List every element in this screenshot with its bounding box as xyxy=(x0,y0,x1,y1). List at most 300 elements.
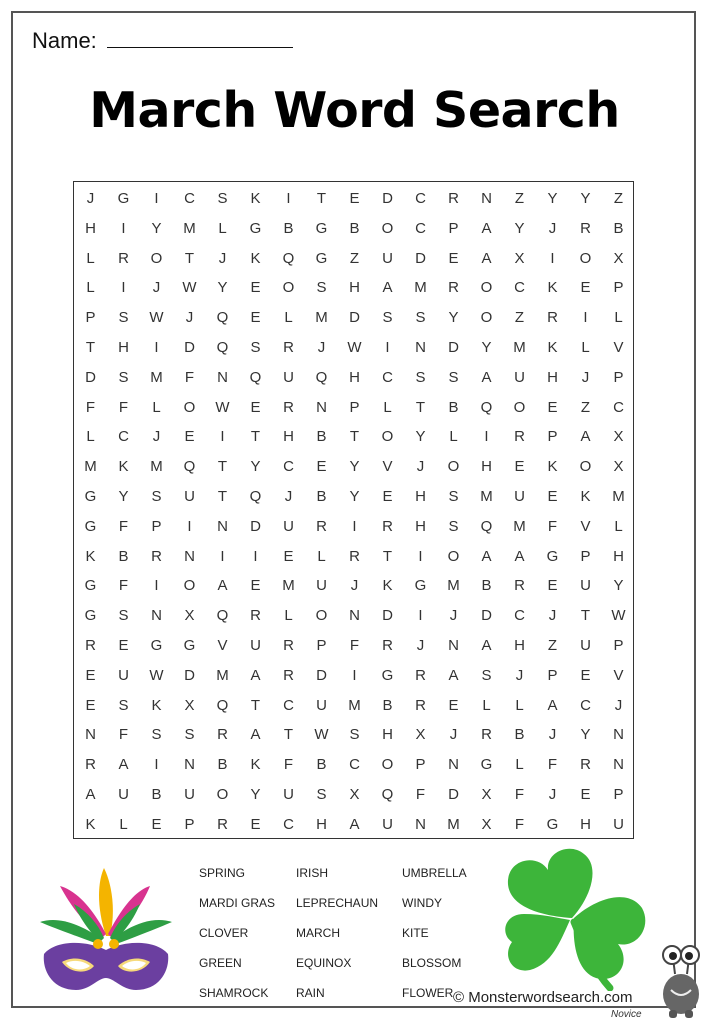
grid-cell: O xyxy=(381,219,394,237)
name-label: Name: xyxy=(32,28,97,53)
grid-cell: P xyxy=(547,666,558,684)
grid-cell: Y xyxy=(349,488,360,505)
grid-cell: M xyxy=(150,458,163,476)
grid-cell: Z xyxy=(514,309,525,327)
grid-cell: J xyxy=(449,607,458,625)
grid-cell: H xyxy=(283,428,294,446)
grid-cell: D xyxy=(184,666,195,684)
grid-cell: F xyxy=(514,815,525,833)
grid-cell: I xyxy=(154,339,159,356)
grid-cell: S xyxy=(118,309,129,327)
grid-cell: C xyxy=(283,458,294,476)
grid-cell: N xyxy=(85,726,96,744)
grid-cell: W xyxy=(149,309,164,327)
grid-cell: E xyxy=(382,488,393,505)
grid-cell: C xyxy=(118,428,129,446)
grid-cell: T xyxy=(316,190,327,207)
grid-cell: V xyxy=(613,339,624,356)
grid-cell: H xyxy=(547,368,558,386)
grid-cell: O xyxy=(183,577,196,595)
grid-cell: F xyxy=(118,517,129,535)
grid-cell: L xyxy=(284,309,293,327)
grid-cell: M xyxy=(348,696,361,714)
grid-cell: E xyxy=(349,190,360,207)
grid-cell: A xyxy=(448,666,459,684)
grid-cell: H xyxy=(514,637,525,654)
grid-cell: L xyxy=(515,756,524,774)
grid-cell: F xyxy=(184,368,195,386)
grid-cell: X xyxy=(349,786,360,803)
grid-cell: P xyxy=(151,517,162,535)
grid-cell: K xyxy=(382,577,393,595)
word-list-item: RAIN xyxy=(296,986,325,1000)
grid-cell: G xyxy=(546,815,559,833)
grid-cell: Q xyxy=(282,249,295,267)
grid-cell: T xyxy=(349,428,360,446)
grid-cell: K xyxy=(250,249,261,267)
grid-cell: T xyxy=(250,428,261,446)
grid-cell: E xyxy=(514,458,525,476)
grid-cell: J xyxy=(416,637,425,654)
grid-cell: U xyxy=(184,488,195,505)
grid-cell: H xyxy=(481,458,492,476)
grid-cell: Q xyxy=(249,488,262,505)
grid-cell: R xyxy=(580,756,591,774)
monster-mascot-icon xyxy=(659,944,703,1020)
grid-cell: K xyxy=(118,458,129,476)
grid-cell: O xyxy=(381,428,394,446)
grid-cell: O xyxy=(480,309,493,327)
grid-cell: C xyxy=(382,368,393,386)
grid-cell: E xyxy=(448,696,459,714)
grid-cell: K xyxy=(85,815,96,833)
grid-cell: F xyxy=(283,756,294,774)
grid-cell: F xyxy=(547,756,558,774)
word-list-item: FLOWER xyxy=(402,986,454,1000)
grid-cell: I xyxy=(583,309,588,327)
grid-cell: F xyxy=(547,517,558,535)
grid-cell: V xyxy=(217,637,228,654)
grid-cell: G xyxy=(381,666,394,684)
grid-cell: Y xyxy=(217,279,228,297)
grid-cell: Q xyxy=(216,309,229,327)
grid-cell: C xyxy=(613,398,624,416)
grid-cell: L xyxy=(581,339,590,356)
grid-cell: Q xyxy=(183,458,196,476)
word-list-item: GREEN xyxy=(199,956,242,970)
grid-cell: I xyxy=(352,517,357,535)
grid-cell: B xyxy=(283,219,294,237)
grid-cell: R xyxy=(283,339,294,356)
grid-cell: H xyxy=(349,368,360,386)
grid-cell: X xyxy=(481,786,492,803)
grid-cell: E xyxy=(250,577,261,595)
word-list-item: MARCH xyxy=(296,926,340,940)
word-list-item: BLOSSOM xyxy=(402,956,462,970)
grid-cell: Y xyxy=(580,190,591,207)
grid-cell: S xyxy=(151,488,162,505)
grid-cell: U xyxy=(382,249,393,267)
grid-cell: Y xyxy=(613,577,624,595)
grid-cell: C xyxy=(349,756,360,774)
grid-cell: Y xyxy=(415,428,426,446)
grid-cell: C xyxy=(415,190,426,207)
grid-cell: R xyxy=(349,547,360,565)
grid-cell: G xyxy=(84,517,97,535)
grid-cell: O xyxy=(381,756,394,774)
grid-cell: P xyxy=(184,815,195,833)
grid-cell: D xyxy=(481,607,492,625)
grid-cell: K xyxy=(547,279,558,297)
grid-cell: B xyxy=(118,547,129,565)
grid-cell: J xyxy=(185,309,194,327)
grid-cell: V xyxy=(382,458,393,476)
grid-cell: K xyxy=(580,488,591,505)
grid-cell: A xyxy=(481,249,492,267)
grid-cell: P xyxy=(349,398,360,416)
credit-text: © Monsterwordsearch.com xyxy=(453,989,633,1006)
grid-cell: P xyxy=(316,637,327,654)
grid-cell: Y xyxy=(580,726,591,744)
grid-cell: L xyxy=(614,517,623,535)
grid-cell: G xyxy=(150,637,163,654)
grid-cell: E xyxy=(316,458,327,476)
grid-cell: F xyxy=(349,637,360,654)
grid-cell: A xyxy=(217,577,228,595)
grid-cell: F xyxy=(118,398,129,416)
grid-cell: R xyxy=(85,756,96,774)
grid-cell: S xyxy=(316,786,327,803)
grid-cell: L xyxy=(614,309,623,327)
grid-cell: I xyxy=(121,279,126,297)
grid-cell: G xyxy=(414,577,427,595)
grid-cell: J xyxy=(548,607,557,625)
grid-cell: S xyxy=(250,339,261,356)
grid-cell: F xyxy=(118,726,129,744)
grid-cell: S xyxy=(415,309,426,327)
word-list-item: MARDI GRAS xyxy=(199,896,276,910)
grid-cell: T xyxy=(184,249,195,267)
grid-cell: J xyxy=(416,458,425,476)
grid-cell: V xyxy=(613,666,624,684)
grid-cell: S xyxy=(151,726,162,744)
grid-cell: F xyxy=(85,398,96,416)
grid-cell: T xyxy=(217,488,228,505)
grid-cell: E xyxy=(85,666,96,684)
grid-cell: Y xyxy=(118,488,129,505)
grid-cell: B xyxy=(481,577,492,595)
grid-cell: Q xyxy=(249,368,262,386)
word-list-item: UMBRELLA xyxy=(402,866,467,880)
grid-cell: G xyxy=(84,488,97,505)
grid-cell: D xyxy=(382,607,393,625)
grid-cell: L xyxy=(218,219,227,237)
grid-cell: W xyxy=(347,339,362,356)
grid-cell: X xyxy=(613,249,624,267)
grid-cell: D xyxy=(349,309,360,327)
grid-cell: R xyxy=(250,607,261,625)
grid-cell: N xyxy=(481,190,492,207)
grid-cell: J xyxy=(152,279,161,297)
grid-cell: E xyxy=(547,577,558,595)
grid-cell: Z xyxy=(349,249,360,267)
grid-cell: S xyxy=(448,368,459,386)
grid-cell: J xyxy=(548,786,557,803)
grid-cell: J xyxy=(548,219,557,237)
word-list-item: SHAMROCK xyxy=(199,986,269,1000)
grid-cell: O xyxy=(183,398,196,416)
grid-cell: M xyxy=(447,577,460,595)
grid-cell: G xyxy=(315,219,328,237)
grid-cell: W xyxy=(149,666,164,684)
grid-cell: R xyxy=(217,815,228,833)
grid-cell: R xyxy=(151,547,162,565)
grid-cell: Q xyxy=(480,398,493,416)
grid-cell: C xyxy=(184,190,195,207)
grid-cell: L xyxy=(86,249,95,267)
grid-cell: D xyxy=(316,666,327,684)
grid-cell: R xyxy=(118,249,129,267)
grid-cell: E xyxy=(448,249,459,267)
grid-cell: D xyxy=(184,339,195,356)
grid-cell: N xyxy=(613,756,624,774)
grid-cell: Q xyxy=(216,607,229,625)
grid-cell: I xyxy=(352,666,357,684)
grid-cell: R xyxy=(448,190,459,207)
grid-cell: B xyxy=(316,756,327,774)
grid-cell: A xyxy=(514,547,525,565)
grid-cell: R xyxy=(382,517,393,535)
grid-cell: D xyxy=(382,190,393,207)
grid-cell: N xyxy=(217,517,228,535)
grid-cell: B xyxy=(382,696,393,714)
grid-cell: E xyxy=(250,815,261,833)
grid-cell: F xyxy=(118,577,129,595)
grid-cell: V xyxy=(580,517,591,535)
grid-cell: P xyxy=(613,279,624,297)
grid-cell: S xyxy=(382,309,393,327)
grid-cell: S xyxy=(316,279,327,297)
grid-cell: P xyxy=(448,219,459,237)
grid-cell: R xyxy=(283,666,294,684)
grid-cell: L xyxy=(317,547,326,565)
grid-cell: A xyxy=(85,786,96,803)
grid-cell: P xyxy=(85,309,96,327)
grid-cell: Y xyxy=(448,309,459,327)
grid-cell: U xyxy=(118,786,129,803)
grid-cell: M xyxy=(612,488,625,505)
grid-cell: R xyxy=(415,666,426,684)
grid-cell: S xyxy=(184,726,195,744)
grid-cell: M xyxy=(216,666,229,684)
grid-cell: L xyxy=(449,428,458,446)
grid-cell: W xyxy=(182,279,197,297)
grid-cell: L xyxy=(86,428,95,446)
grid-cell: U xyxy=(283,786,294,803)
grid-cell: I xyxy=(484,428,489,446)
grid-cell: K xyxy=(85,547,96,565)
grid-cell: Y xyxy=(151,219,162,237)
grid-cell: Z xyxy=(580,398,591,416)
grid-cell: I xyxy=(154,190,159,207)
grid-cell: B xyxy=(151,786,162,803)
word-list-item: SPRING xyxy=(199,866,246,880)
word-list-item: WINDY xyxy=(402,896,442,910)
grid-cell: P xyxy=(580,547,591,565)
grid-cell: R xyxy=(283,637,294,654)
grid-cell: B xyxy=(613,219,624,237)
grid-cell: G xyxy=(84,577,97,595)
grid-cell: X xyxy=(184,607,195,625)
grid-cell: E xyxy=(580,786,591,803)
grid-cell: M xyxy=(414,279,427,297)
grid-cell: P xyxy=(613,786,624,803)
grid-cell: R xyxy=(580,219,591,237)
grid-cell: O xyxy=(480,279,493,297)
grid-cell: L xyxy=(482,696,491,714)
name-field xyxy=(32,28,293,54)
name-underline[interactable] xyxy=(107,29,293,48)
grid-cell: R xyxy=(415,696,426,714)
word-list-item: LEPRECHAUN xyxy=(296,896,379,910)
grid-cell: G xyxy=(546,547,559,565)
grid-cell: N xyxy=(415,815,426,833)
grid-cell: G xyxy=(117,190,130,207)
grid-cell: N xyxy=(184,756,195,774)
grid-cell: N xyxy=(316,398,327,416)
grid-cell: R xyxy=(283,398,294,416)
grid-cell: U xyxy=(118,666,129,684)
grid-cell: U xyxy=(514,368,525,386)
grid-cell: B xyxy=(349,219,360,237)
grid-cell: S xyxy=(118,696,129,714)
grid-cell: S xyxy=(448,488,459,505)
grid-cell: W xyxy=(215,398,230,416)
grid-cell: K xyxy=(547,339,558,356)
grid-cell: A xyxy=(481,368,492,386)
grid-cell: N xyxy=(415,339,426,356)
grid-cell: J xyxy=(449,726,458,744)
grid-cell: A xyxy=(481,547,492,565)
grid-cell: I xyxy=(220,547,225,565)
grid-cell: L xyxy=(86,279,95,297)
grid-cell: M xyxy=(480,488,493,505)
grid-cell: R xyxy=(316,517,327,535)
grid-cell: D xyxy=(85,368,96,386)
grid-cell: H xyxy=(580,815,591,833)
grid-cell: E xyxy=(547,398,558,416)
grid-cell: D xyxy=(448,786,459,803)
grid-cell: E xyxy=(580,279,591,297)
grid-cell: S xyxy=(118,368,129,386)
grid-cell: T xyxy=(250,696,261,714)
grid-cell: C xyxy=(580,696,591,714)
grid-cell: T xyxy=(415,398,426,416)
grid-cell: I xyxy=(121,219,126,237)
grid-cell: G xyxy=(249,219,262,237)
grid-cell: L xyxy=(515,696,524,714)
grid-cell: K xyxy=(151,696,162,714)
grid-cell: J xyxy=(218,249,227,267)
grid-cell: A xyxy=(481,637,492,654)
grid-cell: M xyxy=(513,339,526,356)
grid-cell: C xyxy=(283,815,294,833)
grid-cell: E xyxy=(250,309,261,327)
grid-cell: S xyxy=(217,190,228,207)
grid-cell: Z xyxy=(547,637,558,654)
grid-cell: X xyxy=(613,428,624,446)
grid-cell: A xyxy=(250,666,261,684)
grid-cell: J xyxy=(515,666,524,684)
grid-cell: N xyxy=(448,637,459,654)
grid-cell: N xyxy=(184,547,195,565)
grid-cell: I xyxy=(154,756,159,774)
grid-cell: S xyxy=(118,607,129,625)
grid-cell: H xyxy=(118,339,129,356)
grid-cell: W xyxy=(611,607,626,625)
word-list-item: CLOVER xyxy=(199,926,249,940)
grid-cell: M xyxy=(183,219,196,237)
grid-cell: J xyxy=(317,339,326,356)
grid-cell: B xyxy=(514,726,525,744)
grid-cell: J xyxy=(548,726,557,744)
grid-cell: E xyxy=(85,696,96,714)
grid-cell: M xyxy=(447,815,460,833)
grid-cell: H xyxy=(613,547,624,565)
grid-cell: L xyxy=(284,607,293,625)
grid-cell: U xyxy=(382,815,393,833)
grid-cell: C xyxy=(514,279,525,297)
grid-cell: J xyxy=(86,190,95,207)
grid-cell: R xyxy=(547,309,558,327)
grid-cell: I xyxy=(253,547,258,565)
grid-cell: R xyxy=(514,577,525,595)
grid-cell: U xyxy=(580,637,591,654)
grid-cell: I xyxy=(220,428,225,446)
grid-cell: Y xyxy=(250,786,261,803)
grid-cell: Q xyxy=(216,696,229,714)
grid-cell: O xyxy=(447,458,460,476)
grid-cell: X xyxy=(184,696,195,714)
grid-cell: K xyxy=(547,458,558,476)
grid-cell: T xyxy=(217,458,228,476)
grid-cell: R xyxy=(481,726,492,744)
grid-cell: N xyxy=(349,607,360,625)
grid-cell: L xyxy=(152,398,161,416)
grid-cell: S xyxy=(481,666,492,684)
grid-cell: I xyxy=(187,517,192,535)
grid-cell: U xyxy=(613,815,624,833)
grid-cell: R xyxy=(514,428,525,446)
grid-cell: Y xyxy=(250,458,261,476)
grid-cell: D xyxy=(250,517,261,535)
grid-cell: S xyxy=(349,726,360,744)
shamrock-icon xyxy=(500,846,650,991)
grid-cell: I xyxy=(286,190,291,207)
grid-cell: N xyxy=(217,368,228,386)
grid-cell: Z xyxy=(613,190,624,207)
grid-cell: X xyxy=(613,458,624,476)
word-list-item: IRISH xyxy=(296,866,329,880)
grid-cell: P xyxy=(613,368,624,386)
grid-cell: H xyxy=(415,488,426,505)
grid-cell: D xyxy=(415,249,426,267)
grid-cell: Q xyxy=(480,517,493,535)
grid-cell: A xyxy=(481,219,492,237)
grid-cell: U xyxy=(514,488,525,505)
grid-cell: J xyxy=(614,696,623,714)
grid-cell: R xyxy=(382,637,393,654)
